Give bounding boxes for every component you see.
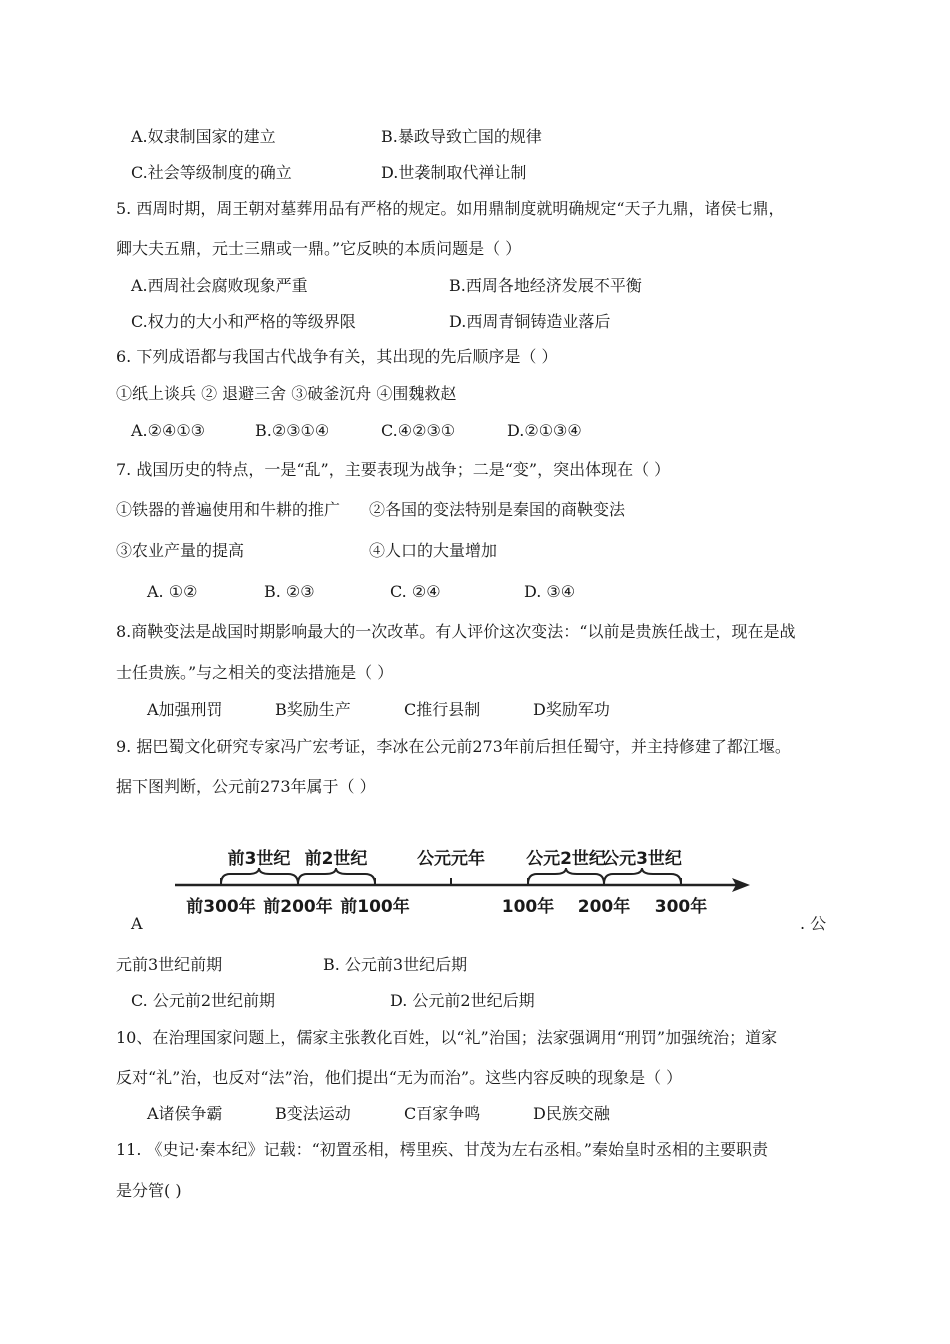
brace-ad2: [528, 868, 604, 884]
q4-option-b: B.暴政导致亡国的规律: [381, 127, 542, 146]
label-bc3-century: 前3世纪: [227, 849, 291, 869]
q10-option-b: B变法运动: [275, 1104, 351, 1123]
label-bc300: 前300年: [186, 897, 256, 917]
brace-bc2: [298, 868, 375, 884]
q4-option-a: A.奴隶制国家的建立: [131, 127, 276, 146]
q7-stem: 7. 战国历史的特点，一是“乱”，主要表现为战争；二是“变”，突出体现在（ ）: [116, 460, 671, 479]
q5-option-c: C.权力的大小和严格的等级界限: [131, 312, 356, 331]
label-ad100: 100年: [501, 897, 555, 917]
q9-stem-line2: 据下图判断，公元前273年属于（ ）: [116, 777, 376, 796]
q7-item-4: ④人口的大量增加: [369, 541, 498, 560]
q11-stem-line1: 11. 《史记·秦本纪》记载：“初置丞相，樗里疾、甘茂为左右丞相。”秦始皇时丞相的主要职责: [116, 1140, 768, 1159]
q5-option-a: A.西周社会腐败现象严重: [131, 276, 308, 295]
label-ad3-century: 公元3世纪: [602, 849, 682, 869]
q10-option-c: C百家争鸣: [404, 1104, 481, 1123]
q4-option-d: D.世袭制取代禅让制: [381, 163, 527, 182]
label-bc100: 前100年: [340, 897, 410, 917]
q9-option-a-suffix: . 公: [800, 914, 827, 933]
label-ad200: 200年: [577, 897, 631, 917]
label-ad1: 公元元年: [417, 849, 485, 869]
q7-item-2: ②各国的变法特别是秦国的商鞅变法: [369, 500, 626, 519]
timeline-figure: [170, 838, 760, 923]
q6-option-c: C.④②③①: [381, 421, 456, 440]
q6-option-a: A.②④①③: [131, 421, 206, 440]
q9-option-b: B. 公元前3世纪后期: [323, 955, 468, 974]
label-ad300: 300年: [654, 897, 708, 917]
q10-stem-line2: 反对“礼”治，也反对“法”治，他们提出“无为而治”。这些内容反映的现象是（ ）: [116, 1068, 683, 1087]
q9-option-a-prefix: A: [131, 914, 143, 933]
q7-item-1: ①铁器的普遍使用和牛耕的推广: [116, 500, 341, 519]
q6-option-d: D.②①③④: [507, 421, 582, 440]
q9-option-c: C. 公元前2世纪前期: [131, 991, 276, 1010]
q8-option-a: A加强刑罚: [147, 700, 223, 719]
q8-option-b: B奖励生产: [275, 700, 351, 719]
q8-option-d: D奖励军功: [533, 700, 610, 719]
q7-option-a: A. ①②: [147, 582, 198, 601]
q5-stem-line2: 卿大夫五鼎，元士三鼎或一鼎。”它反映的本质问题是（ ）: [116, 239, 522, 258]
q6-option-b: B.②③①④: [255, 421, 330, 440]
label-bc2-century: 前2世纪: [304, 849, 368, 869]
q5-option-b: B.西周各地经济发展不平衡: [449, 276, 642, 295]
q8-stem-line2: 士任贵族。”与之相关的变法措施是（ ）: [116, 663, 394, 682]
q6-stem: 6. 下列成语都与我国古代战争有关，其出现的先后顺序是（ ）: [116, 347, 558, 366]
q7-option-d: D. ③④: [524, 582, 576, 601]
brace-ad3: [604, 868, 681, 884]
q5-stem-line1: 5. 西周时期，周王朝对墓葬用品有严格的规定。如用鼎制度就明确规定“天子九鼎，诸侯七鼎，: [116, 199, 785, 218]
q9-option-d: D. 公元前2世纪后期: [390, 991, 535, 1010]
q10-option-d: D民族交融: [533, 1104, 610, 1123]
q7-item-3: ③农业产量的提高: [116, 541, 245, 560]
q7-option-c: C. ②④: [390, 582, 441, 601]
q6-items: ①纸上谈兵 ② 退避三舍 ③破釜沉舟 ④围魏救赵: [116, 384, 457, 403]
q9-option-a-rest: 元前3世纪前期: [116, 955, 223, 974]
q10-stem-line1: 10、在治理国家问题上，儒家主张教化百姓，以“礼”治国；法家强调用“刑罚”加强统治；道家: [116, 1028, 778, 1047]
q11-stem-line2: 是分管( ): [116, 1181, 182, 1200]
q5-option-d: D.西周青铜铸造业落后: [449, 312, 611, 331]
label-ad2-century: 公元2世纪: [526, 849, 606, 869]
q7-option-b: B. ②③: [264, 582, 315, 601]
q8-stem-line1: 8.商鞅变法是战国时期影响最大的一次改革。有人评价这次变法：“以前是贵族任战士，现在是战: [116, 622, 796, 641]
q8-option-c: C推行县制: [404, 700, 481, 719]
brace-bc3: [221, 868, 298, 884]
label-bc200: 前200年: [263, 897, 333, 917]
q4-option-c: C.社会等级制度的确立: [131, 163, 292, 182]
q9-stem-line1: 9. 据巴蜀文化研究专家冯广宏考证，李冰在公元前273年前后担任蜀守，并主持修建了都江堰。: [116, 737, 791, 756]
q10-option-a: A诸侯争霸: [147, 1104, 223, 1123]
